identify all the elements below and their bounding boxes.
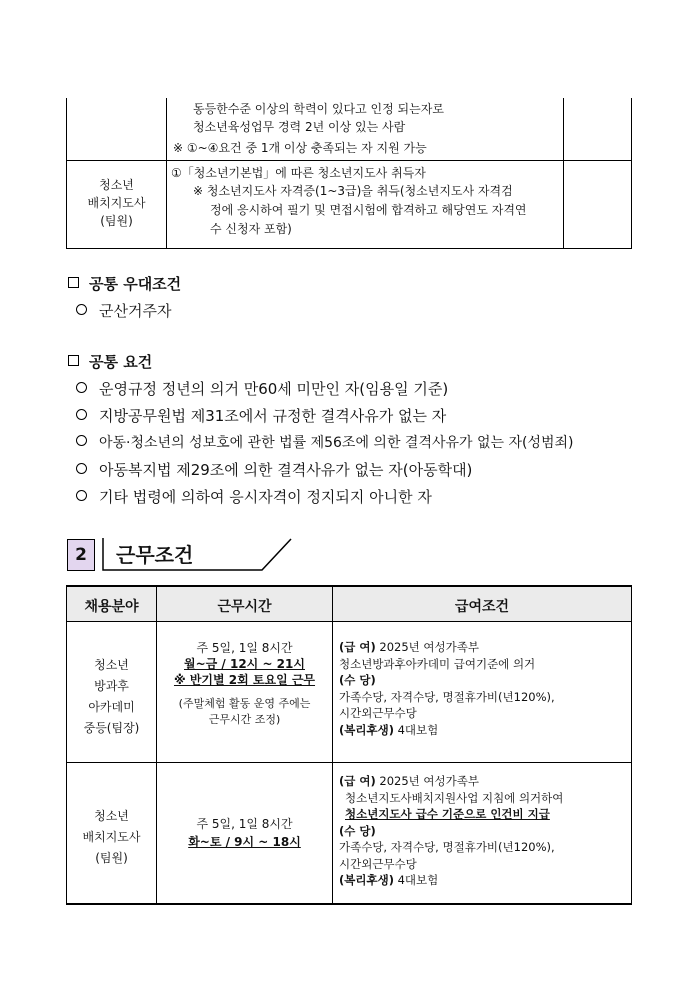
table-row-2-hours: 주 5일, 1일 8시간 화~토 / 9시 ~ 18시 [188,817,301,849]
header-hours: 근무시간 [217,599,272,615]
row1-line-2: 청소년육성업무 경력 2년 이상 있는 사람 [193,120,406,134]
header-salary: 급여조건 [454,599,510,615]
row2-category: 청소년 배치지도사 (팀원) [87,178,146,228]
circle-bullet-icon [76,304,87,315]
table-row-2-field: 청소년 배치지도사 (팀원) [82,809,141,865]
preferential-heading: 공통 우대조건 [68,273,181,294]
section-number: 2 [67,539,95,571]
circle-bullet-icon [76,382,87,393]
table-row-1-hours: 주 5일, 1일 8시간 월~금 / 12시 ~ 21시 ※ 반기별 2회 토요일 근무 (주말체험 활동 운영 주에는 근무시간 조정) [173,641,316,726]
preferential-item: 군산거주자 [76,300,171,321]
table-row-1-field: 청소년 방과후 아카데미 중등(팀장) [83,658,140,735]
row2-line-4: 수 신청자 포함) [210,222,292,236]
requirement-item: 아동복지법 제29조에 의한 결격사유가 없는 자(아동학대) [76,459,472,480]
row2-line-2: ※ 청소년지도사 자격증(1~3급)을 취득(청소년지도사 자격검 [193,184,513,198]
table-row-2-salary: (급 여) 2025년 여성가족부 청소년지도사배치지원사업 지침에 의거하여 청소년지도사 급수 기준으로 인건비 지급 (수 당) 가족수당, 자격수당, 명절휴가비(년120%), 시간외근무수당 (복리후생) 4대보험 [339,774,564,887]
row1-note: ※ ①~④요건 중 1개 이상 충족되는 자 지원 가능 [173,141,427,155]
table-row-1-salary: (급 여) 2025년 여성가족부 청소년방과후아카데미 급여기준에 의거 (수 당) 가족수당, 자격수당, 명절휴가비(년120%), 시간외근무수당 (복리후생) 4대보험 [339,640,555,737]
requirements-heading: 공통 요건 [68,351,152,372]
requirement-item: 아동·청소년의 성보호에 관한 법률 제56조에 의한 결격사유가 없는 자(성범죄) [76,432,574,452]
square-bullet-icon [68,355,79,366]
requirement-item: 운영규정 정년의 의거 만60세 미만인 자(임용일 기준) [76,378,448,399]
eligibility-table [66,98,632,249]
header-field: 채용분야 [84,599,139,615]
circle-bullet-icon [76,490,87,501]
section-title: 근무조건 [102,537,292,571]
work-conditions-table [66,585,632,905]
square-bullet-icon [68,277,79,288]
row2-line-3: 정에 응시하여 필기 및 면접시험에 합격하고 해당연도 자격연 [210,203,527,217]
circle-bullet-icon [76,435,87,446]
requirement-item: 기타 법령에 의하여 응시자격이 정지되지 아니한 자 [76,486,432,507]
circle-bullet-icon [76,409,87,420]
circle-bullet-icon [76,463,87,474]
row1-line-1: 동등한수준 이상의 학력이 있다고 인정 되는자로 [193,102,444,116]
requirement-item: 지방공무원법 제31조에서 규정한 결격사유가 없는 자 [76,405,446,426]
row2-line-1: ①「청소년기본법」에 따른 청소년지도사 취득자 [171,166,426,180]
